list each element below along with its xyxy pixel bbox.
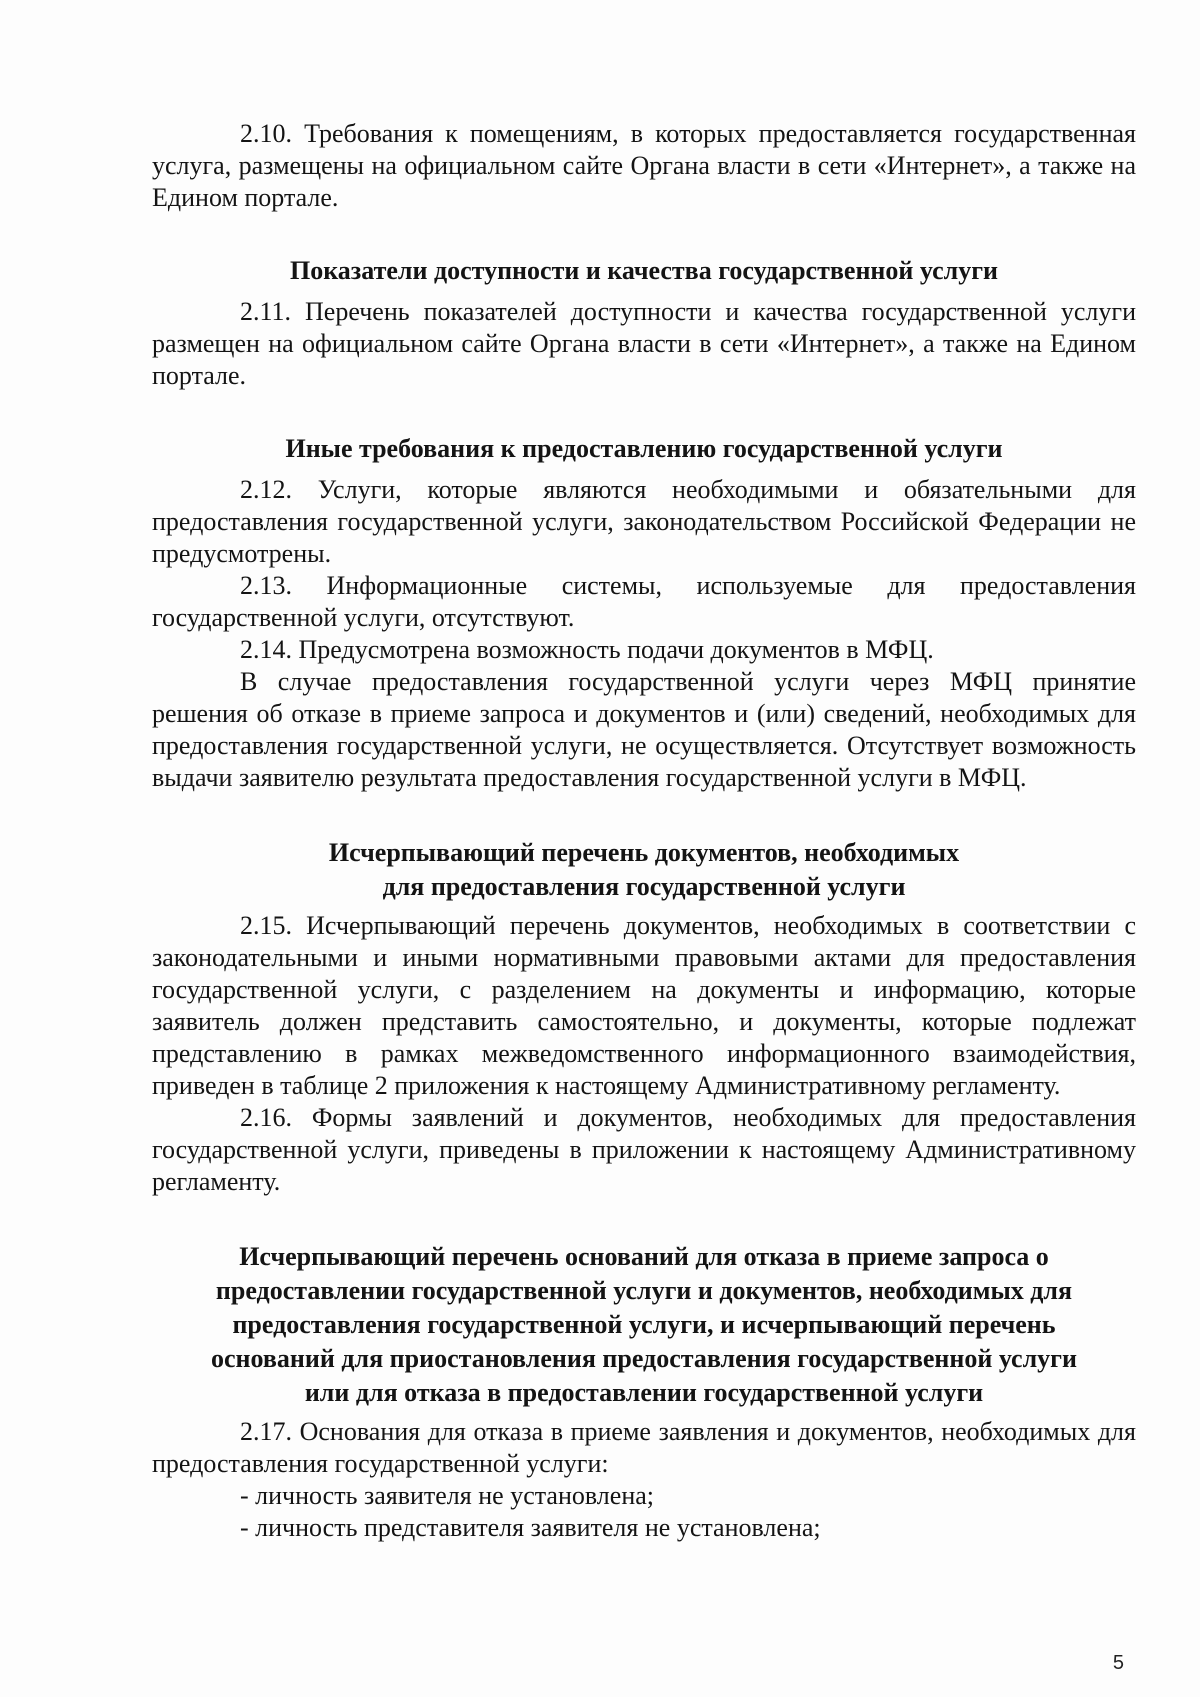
paragraph-2-14-mfc: В случае предоставления государственной услуги через МФЦ принятие решения об отказе в приеме запроса и документов и (или) сведений, необходимых для предоставления государственной услуги, не осуществляется. Отсутствует возможность выдачи заявителю результата предоставления государственной услуги в МФЦ.: [152, 667, 1136, 792]
heading-refusal-line: или для отказа в предоставлении государственной услуги: [304, 1378, 984, 1407]
paragraph-2-15: 2.15. Исчерпывающий перечень документов, необходимых в соответствии с законодательными и иными нормативными правовыми актами для предоставления государственной услуги, с разделением на документы и информацию, которые заявитель должен представить самостоятельно, и документы, которые подлежат представлению в рамках межведомственного информационного взаимодействия, приведен в таблице 2 приложения к настоящему Административному регламенту.: [152, 911, 1136, 1100]
heading-documents-list: [152, 836, 1136, 904]
page-number: 5: [1112, 1652, 1124, 1674]
list-item: - личность представителя заявителя не установлена;: [240, 1513, 821, 1542]
paragraph-2-10: 2.10. Требования к помещениям, в которых предоставляется государственная услуга, размещены на официальном сайте Органа власти в сети «Интернет», а также на Едином портале.: [152, 119, 1136, 212]
paragraph-2-12: 2.12. Услуги, которые являются необходимыми и обязательными для предоставления государственной услуги, законодательством Российской Федерации не предусмотрены.: [152, 475, 1136, 568]
document-body: [152, 118, 1136, 1544]
paragraph-2-11: 2.11. Перечень показателей доступности и качества государственной услуги размещен на официальном сайте Органа власти в сети «Интернет», а также на Едином портале.: [152, 297, 1136, 390]
heading-documents-line: Исчерпывающий перечень документов, необходимых: [328, 838, 960, 867]
paragraph-2-14: 2.14. Предусмотрена возможность подачи документов в МФЦ.: [240, 635, 934, 664]
heading-refusal-line: предоставления государственной услуги, и исчерпывающий перечень: [232, 1310, 1056, 1339]
heading-refusal-line: Исчерпывающий перечень оснований для отказа в приеме запроса о: [239, 1242, 1049, 1271]
heading-accessibility-indicators: Показатели доступности и качества государственной услуги: [289, 256, 999, 285]
heading-refusal-line: предоставлении государственной услуги и документов, необходимых для: [215, 1276, 1073, 1305]
heading-other-requirements: Иные требования к предоставлению государственной услуги: [285, 434, 1003, 463]
heading-refusal-line: оснований для приостановления предоставления государственной услуги: [211, 1344, 1077, 1373]
paragraph-2-17: 2.17. Основания для отказа в приеме заявления и документов, необходимых для предоставления государственной услуги:: [152, 1417, 1136, 1478]
list-item: - личность заявителя не установлена;: [240, 1481, 654, 1510]
paragraph-2-13: 2.13. Информационные системы, используемые для предоставления государственной услуги, отсутствуют.: [152, 571, 1136, 632]
heading-documents-line: для предоставления государственной услуги: [382, 872, 906, 901]
heading-refusal-grounds: [152, 1240, 1136, 1410]
paragraph-2-16: 2.16. Формы заявлений и документов, необходимых для предоставления государственной услуги, приведены в приложении к настоящему Административному регламенту.: [152, 1103, 1136, 1196]
